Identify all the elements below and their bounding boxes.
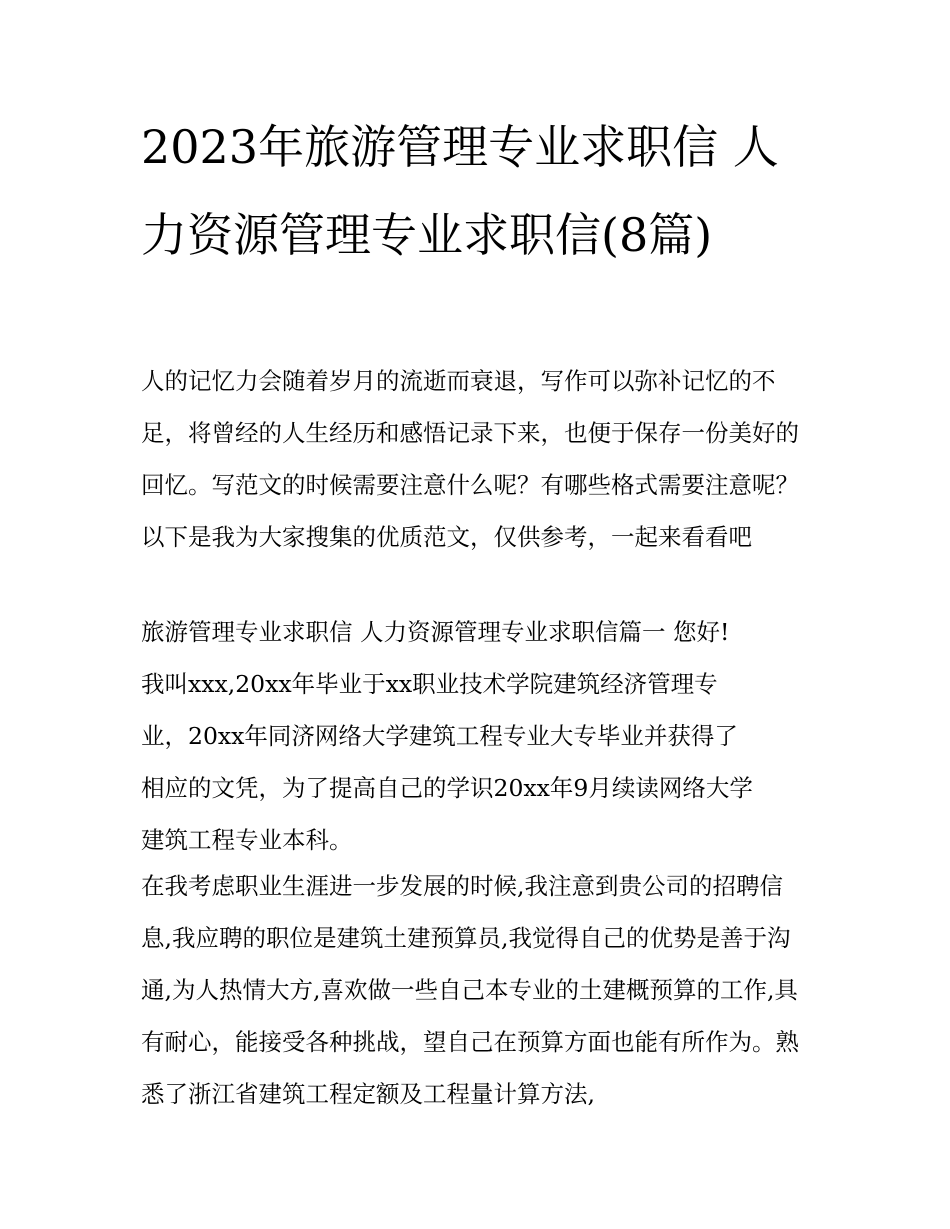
paragraph-2-block [141,860,801,1120]
intro-paragraph: 人的记忆力会随着岁月的流逝而衰退，写作可以弥补记忆的不足，将曾经的人生经历和感悟记录下来，也便于保存一份美好的回忆。写范文的时候需要注意什么呢？有哪些格式需要注意呢？以下是我为大家搜集的优质范文，仅供参考，一起来看看吧 [141,367,799,551]
paragraph-1: 我叫xxx,20xx年毕业于xx职业技术学院建筑经济管理专业，20xx年同济网络大学建筑工程专业大专毕业并获得了相应的文凭，为了提高自己的学识20xx年9月续读网络大学建筑工程专业本科。 [141,670,753,854]
salutation-line: 旅游管理专业求职信 人力资源管理专业求职信篇一 您好! [141,618,730,646]
paragraph-1-block [141,658,761,866]
intro-paragraph-block [141,355,813,563]
paragraph-2: 在我考虑职业生涯进一步发展的时候,我注意到贵公司的招聘信息,我应聘的职位是建筑土建预算员,我觉得自己的优势是善于沟通,为人热情大方,喜欢做一些自己本专业的土建概预算的工作,具有耐心，能接受各种挑战，望自己在预算方面也能有所作为。熟悉了浙江省建筑工程定额及工程量计算方法, [141,872,799,1108]
salutation-block [141,606,813,658]
document-title: 2023年旅游管理专业求职信 人力资源管理专业求职信(8篇) [141,120,779,262]
